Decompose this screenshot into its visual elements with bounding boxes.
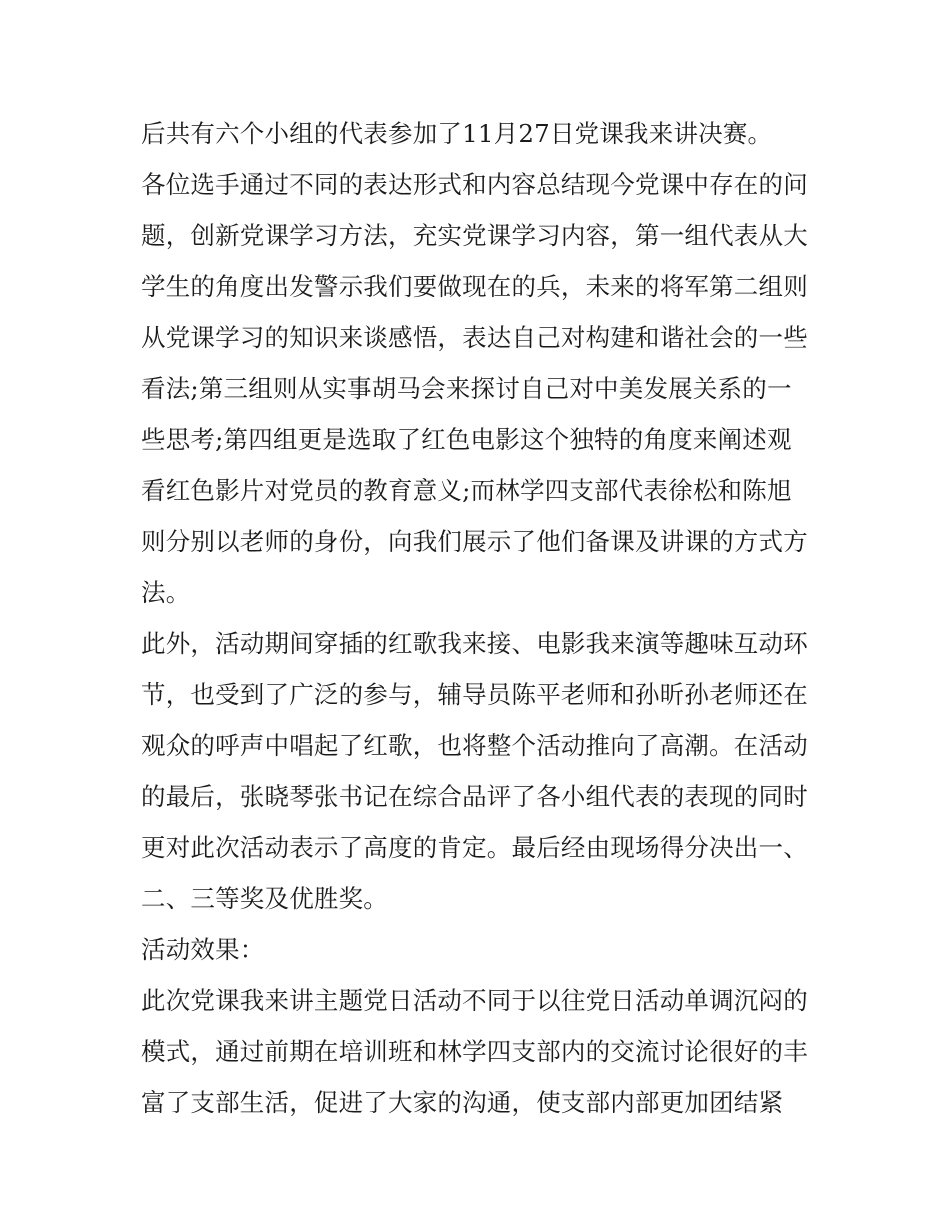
body-text xyxy=(141,108,813,1128)
text-line: 些思考;第四组更是选取了红色电影这个独特的角度来阐述观 xyxy=(141,425,792,454)
text-line: 则分别以老师的身份，向我们展示了他们备课及讲课的方式方 xyxy=(141,527,808,556)
text-line: 各位选手通过不同的表达形式和内容总结现今党课中存在的问 xyxy=(141,170,808,199)
text-line: 此次党课我来讲主题党日活动不同于以往党日活动单调沉闷的 xyxy=(141,986,808,1015)
text-line: 题，创新党课学习方法，充实党课学习内容，第一组代表从大 xyxy=(141,221,808,250)
text-line: 模式，通过前期在培训班和林学四支部内的交流讨论很好的丰 xyxy=(141,1037,808,1066)
text-line: 此外，活动期间穿插的红歌我来接、电影我来演等趣味互动环 xyxy=(141,629,808,658)
text-line: 后共有六个小组的代表参加了11月27日党课我来讲决赛。 xyxy=(141,119,773,148)
text-line: 观众的呼声中唱起了红歌，也将整个活动推向了高潮。在活动 xyxy=(141,731,808,760)
text-line: 二、三等奖及优胜奖。 xyxy=(141,884,388,913)
section-heading: 活动效果： xyxy=(141,935,265,964)
text-line: 学生的角度出发警示我们要做现在的兵，未来的将军第二组则 xyxy=(141,272,808,301)
text-line: 从党课学习的知识来谈感悟，表达自己对构建和谐社会的一些 xyxy=(141,323,808,352)
text-line: 更对此次活动表示了高度的肯定。最后经由现场得分决出一、 xyxy=(141,833,808,862)
text-line: 法。 xyxy=(141,578,191,607)
text-line: 的最后，张晓琴张书记在综合品评了各小组代表的表现的同时 xyxy=(141,782,808,811)
text-line: 看红色影片对党员的教育意义;而林学四支部代表徐松和陈旭 xyxy=(141,476,792,505)
text-line: 节，也受到了广泛的参与，辅导员陈平老师和孙昕孙老师还在 xyxy=(141,680,808,709)
text-line: 富了支部生活，促进了大家的沟通，使支部内部更加团结紧 xyxy=(141,1088,784,1117)
text-line: 看法;第三组则从实事胡马会来探讨自己对中美发展关系的一 xyxy=(141,374,792,403)
